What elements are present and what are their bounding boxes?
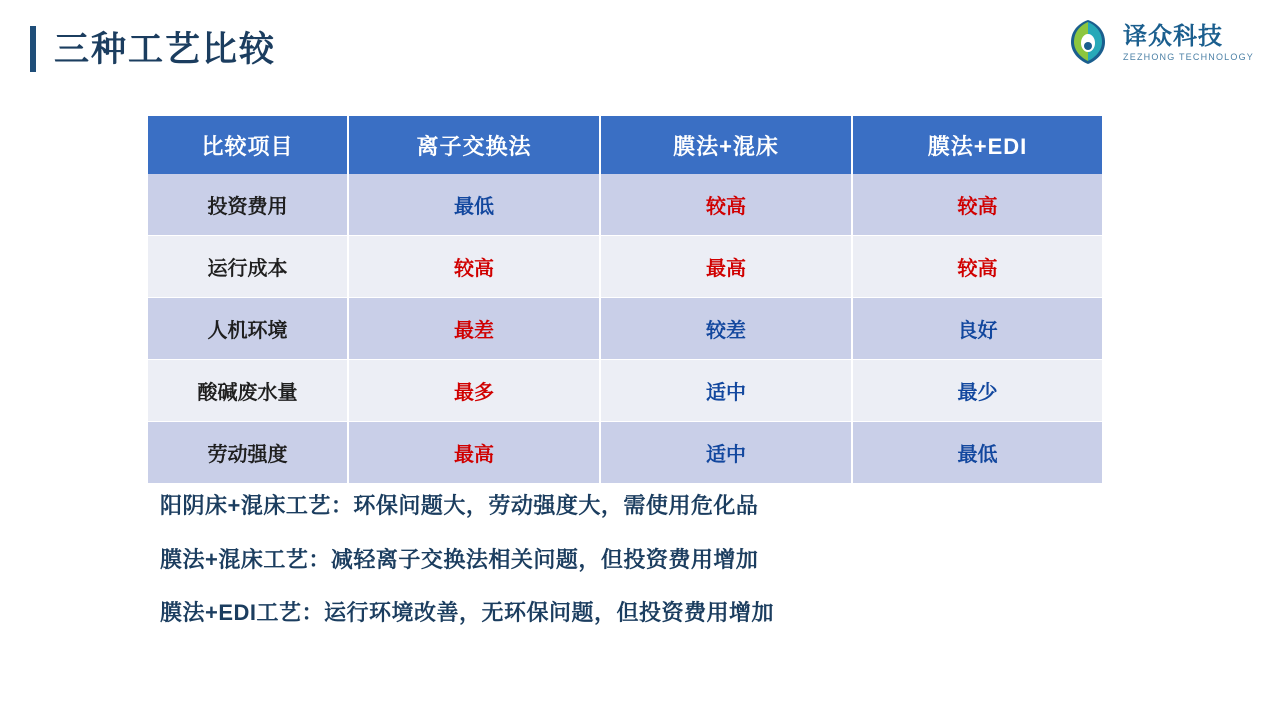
title-text: 三种工艺比较 bbox=[54, 29, 277, 69]
logo-company-name-en: ZEZHONG TECHNOLOGY bbox=[1123, 52, 1254, 63]
note-line: 阳阴床+混床工艺：环保问题大，劳动强度大，需使用危化品 bbox=[160, 493, 759, 518]
table-cell: 最低 bbox=[852, 422, 1102, 484]
table-row bbox=[148, 236, 1102, 298]
logo-company-name-cn: 译众科技 bbox=[1123, 22, 1224, 50]
table-row bbox=[148, 360, 1102, 422]
summary-notes bbox=[160, 492, 1160, 653]
leaf-drop-logo-icon bbox=[1061, 16, 1115, 70]
table-cell: 最差 bbox=[348, 298, 600, 360]
table-cell: 适中 bbox=[600, 422, 852, 484]
table-cell: 最高 bbox=[348, 422, 600, 484]
table-row-label: 人机环境 bbox=[148, 298, 348, 360]
table-row-label: 劳动强度 bbox=[148, 422, 348, 484]
table-row-label: 酸碱废水量 bbox=[148, 360, 348, 422]
table-header-cell: 离子交换法 bbox=[348, 116, 600, 174]
page-title bbox=[30, 26, 276, 72]
table-row bbox=[148, 174, 1102, 236]
table-cell: 良好 bbox=[852, 298, 1102, 360]
table-cell: 最多 bbox=[348, 360, 600, 422]
table-cell: 最少 bbox=[852, 360, 1102, 422]
table-body bbox=[148, 174, 1102, 484]
table-cell: 适中 bbox=[600, 360, 852, 422]
table-cell: 最低 bbox=[348, 174, 600, 236]
table-header-cell: 膜法+混床 bbox=[600, 116, 852, 174]
table-cell: 较高 bbox=[852, 236, 1102, 298]
title-accent-bar bbox=[30, 26, 36, 72]
table-header-cell: 膜法+EDI bbox=[852, 116, 1102, 174]
table-cell: 最高 bbox=[600, 236, 852, 298]
brand-logo bbox=[1061, 16, 1254, 70]
table-row bbox=[148, 422, 1102, 484]
table-header-cell: 比较项目 bbox=[148, 116, 348, 174]
table-cell: 较高 bbox=[348, 236, 600, 298]
table-cell: 较差 bbox=[600, 298, 852, 360]
note-line: 膜法+混床工艺：减轻离子交换法相关问题，但投资费用增加 bbox=[160, 546, 759, 572]
table-cell: 较高 bbox=[600, 174, 852, 236]
table-row-label: 投资费用 bbox=[148, 174, 348, 236]
table-row bbox=[148, 298, 1102, 360]
comparison-table-wrapper bbox=[148, 116, 1102, 484]
table-cell: 较高 bbox=[852, 174, 1102, 236]
table-head bbox=[148, 116, 1102, 174]
table-row-label: 运行成本 bbox=[148, 236, 348, 298]
note-line: 膜法+EDI工艺：运行环境改善，无环保问题，但投资费用增加 bbox=[160, 600, 775, 625]
comparison-table bbox=[148, 116, 1102, 484]
logo-text-block bbox=[1123, 24, 1254, 62]
table-header-row bbox=[148, 116, 1102, 174]
